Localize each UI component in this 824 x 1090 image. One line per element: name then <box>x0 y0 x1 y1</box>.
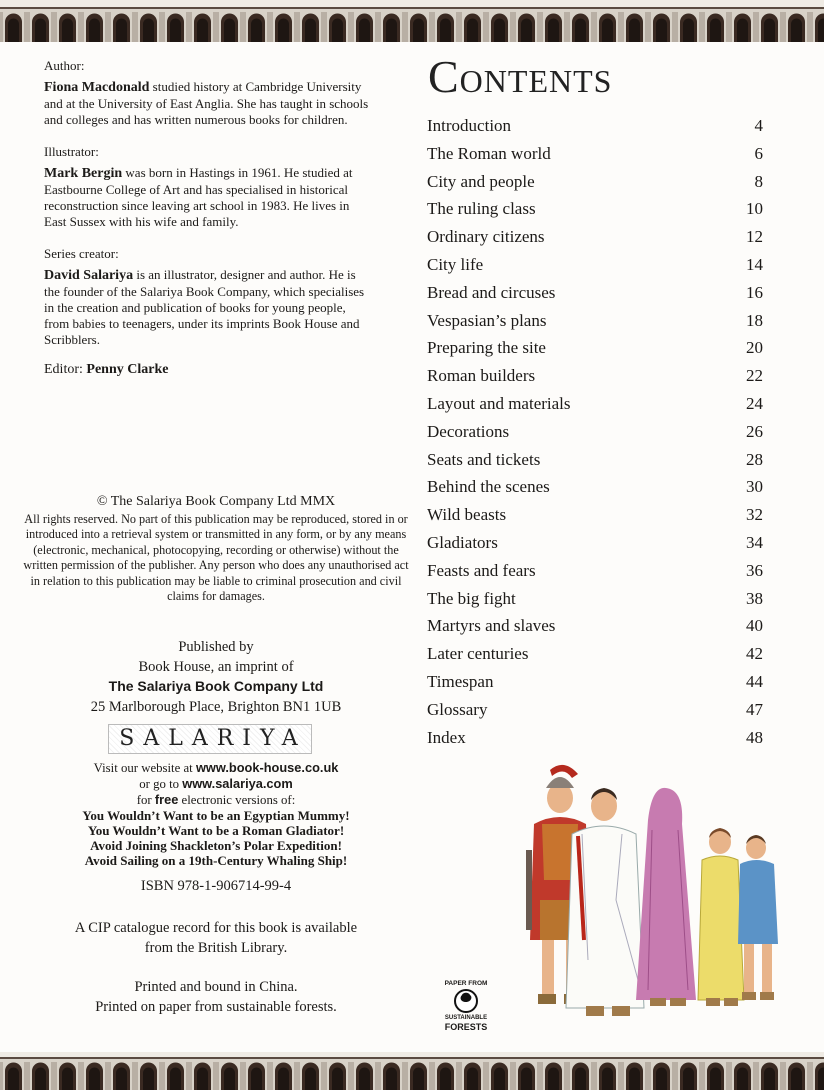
salariya-link[interactable]: www.salariya.com <box>182 776 293 791</box>
toc-entry-title: City life <box>427 254 484 274</box>
toc-entry[interactable] <box>427 557 763 585</box>
book-house-link[interactable]: www.book-house.co.uk <box>195 760 339 775</box>
toc-entry-title: Roman builders <box>427 366 536 386</box>
roman-figures-illustration <box>512 760 792 1032</box>
copyright-notice <box>20 494 412 605</box>
toc-entry[interactable] <box>427 307 763 335</box>
series-creator-bio-text: is an illustrator, designer and author. He is the founder of the Salariya Book Company, which specialises in the creation and publication of books for young people, from babies to teenagers, under its imprints Book House and Scribblers. <box>44 267 365 347</box>
toc-entry-title: Layout and materials <box>427 393 571 413</box>
toc-entry-title: Bread and circuses <box>427 282 556 302</box>
author-label: Author: <box>44 58 85 73</box>
publisher-address: 25 Marlborough Place, Brighton BN1 1UB <box>90 698 342 715</box>
toc-entry[interactable] <box>427 390 763 418</box>
publisher-company: The Salariya Book Company Ltd <box>108 678 324 694</box>
toc-entry-page: 24 <box>746 393 763 413</box>
toc-entry[interactable] <box>427 585 763 613</box>
toc-entry-title: City and people <box>427 171 535 191</box>
toc-entry[interactable] <box>427 195 763 223</box>
free-text: free <box>154 792 179 807</box>
bottom-arcade-border <box>0 1052 824 1090</box>
illustrator-label: Illustrator: <box>44 144 99 159</box>
toc-entry-page: 34 <box>746 532 763 552</box>
toc-entry-title: Gladiators <box>427 532 498 552</box>
toc-entry-page: 42 <box>746 644 763 664</box>
book-title-1: You Wouldn’t Want to be an Egyptian Mummy! <box>82 808 350 823</box>
toc-entry-title: Vespasian’s plans <box>427 310 547 330</box>
author-name: Fiona Macdonald <box>44 80 150 95</box>
toc-entry-title: Behind the scenes <box>427 477 550 497</box>
top-arcade-border <box>0 0 824 42</box>
toc-entry-page: 12 <box>746 227 763 247</box>
printed-line-1: Printed and bound in China. <box>134 979 298 995</box>
toc-entry-page: 18 <box>746 310 763 330</box>
toc-entry[interactable] <box>427 696 763 724</box>
toc-entry[interactable] <box>427 473 763 501</box>
website-line-3c: electronic versions of: <box>178 793 296 807</box>
toc-entry[interactable] <box>427 168 763 196</box>
toc-entry-title: Feasts and fears <box>427 560 536 580</box>
toc-entry-title: Seats and tickets <box>427 449 541 469</box>
series-creator-bio <box>44 267 374 348</box>
toc-entry-page: 20 <box>746 338 763 358</box>
isbn: ISBN 978-1-906714-99-4 <box>140 878 292 894</box>
toc-entry-page: 16 <box>746 282 763 302</box>
series-creator-label: Series creator: <box>44 246 119 261</box>
author-bio <box>44 79 374 128</box>
table-of-contents <box>427 112 763 751</box>
toc-entry-title: Introduction <box>427 116 512 135</box>
toc-entry-title: Index <box>427 727 466 747</box>
copyright-body: All rights reserved. No part of this publication may be reproduced, stored in or introduced into a retrieval system or transmitted in any form, or by any means (electronic, mechanical, photocopying, recording or otherwise) without the written permission of the publisher. Any person who does any unauthorised act in relation to this publication may be liable to criminal prosecution and civil claims for damages. <box>23 511 409 603</box>
illustrator-bio-text: was born in Hastings in 1961. He studied at Eastbourne College of Art and has specialised in historical reconstruction since leaving art school in 1983. He lives in East Sussex with his wife and family. <box>44 165 353 229</box>
toc-entry[interactable] <box>427 668 763 696</box>
toc-entry-page: 32 <box>746 505 763 525</box>
roman-woman-figure <box>636 788 696 1006</box>
publisher-block <box>20 638 412 717</box>
roman-girl-figure <box>698 828 744 1006</box>
book-title-4: Avoid Sailing on a 19th-Century Whaling Ship! <box>84 853 348 868</box>
toc-entry[interactable] <box>427 501 763 529</box>
toc-entry-title: Timespan <box>427 671 494 691</box>
website-line-2-text: or go to <box>139 777 183 791</box>
salariya-logo <box>100 724 320 754</box>
website-line-3a: for <box>136 793 155 807</box>
toc-entry-page: 38 <box>746 588 763 608</box>
badge-bottom-text: FORESTS <box>444 1022 488 1032</box>
toc-entry-page: 6 <box>754 143 763 163</box>
toc-entry-page: 44 <box>746 671 763 691</box>
toc-entry[interactable] <box>427 140 763 168</box>
cip-line-1: A CIP catalogue record for this book is available <box>74 920 358 936</box>
toc-entry-page: 28 <box>746 449 763 469</box>
toc-entry[interactable] <box>427 640 763 668</box>
book-title-2: You Wouldn’t Want to be a Roman Gladiator! <box>87 823 345 838</box>
contents-title: Contents <box>428 51 613 102</box>
toc-entry-page: 30 <box>746 477 763 497</box>
toc-entry-title: Ordinary citizens <box>427 227 545 247</box>
toc-entry-page: 36 <box>746 560 763 580</box>
badge-top-text: PAPER FROM <box>444 980 488 987</box>
toc-entry-page: 8 <box>754 171 763 191</box>
series-creator-name: David Salariya <box>44 268 134 283</box>
editor-name: Penny Clarke <box>86 362 169 377</box>
toc-entry-title: Preparing the site <box>427 338 546 358</box>
illustrator-bio <box>44 165 374 230</box>
toc-entry-page: 4 <box>754 116 763 135</box>
printed-notice <box>20 977 412 1017</box>
printed-line-2: Printed on paper from sustainable forests. <box>95 999 337 1015</box>
roman-boy-figure <box>738 835 778 1000</box>
book-title-3: Avoid Joining Shackleton’s Polar Expedition! <box>90 838 342 853</box>
toc-entry-title: The big fight <box>427 588 516 608</box>
credits-section <box>44 58 374 378</box>
tree-icon <box>451 989 481 1013</box>
toc-entry-title: Wild beasts <box>427 505 507 525</box>
toc-entry-title: Martyrs and slaves <box>427 616 556 636</box>
website-block <box>20 760 412 868</box>
toc-entry[interactable] <box>427 446 763 474</box>
toc-entry[interactable] <box>427 279 763 307</box>
toc-entry[interactable] <box>427 334 763 362</box>
toc-entry-title: The ruling class <box>427 199 536 219</box>
toc-entry-page: 48 <box>746 727 763 747</box>
toc-entry[interactable] <box>427 112 763 140</box>
toc-entry-title: Decorations <box>427 421 510 441</box>
editor-label: Editor: <box>44 362 87 377</box>
toc-entry-title: The Roman world <box>427 143 551 163</box>
toc-entry[interactable] <box>427 223 763 251</box>
toc-entry[interactable] <box>427 418 763 446</box>
editor-credit <box>44 362 374 378</box>
toc-entry[interactable] <box>427 724 763 752</box>
badge-mid-text: SUSTAINABLE <box>444 1015 488 1021</box>
salariya-logo-text: SALARIYA <box>108 724 311 754</box>
toc-entry-title: Glossary <box>427 699 488 719</box>
toc-entry-page: 10 <box>746 199 763 219</box>
sustainable-forests-badge <box>438 980 494 1036</box>
toc-entry[interactable] <box>427 362 763 390</box>
toc-entry-page: 40 <box>746 616 763 636</box>
website-line-1-text: Visit our website at <box>93 761 196 775</box>
author-bio-text: studied history at Cambridge University and at the University of East Anglia. She has taught in schools and colleges and has written numerous books for children. <box>44 79 369 127</box>
copyright-title: © The Salariya Book Company Ltd MMX <box>96 494 336 509</box>
toc-entry-page: 22 <box>746 366 763 386</box>
illustrator-name: Mark Bergin <box>44 166 123 181</box>
publisher-line-1: Published by <box>178 639 254 655</box>
publisher-line-2: Book House, an imprint of <box>138 658 294 675</box>
toc-entry[interactable] <box>427 529 763 557</box>
cip-notice <box>20 918 412 958</box>
toc-entry[interactable] <box>427 612 763 640</box>
cip-line-2: from the British Library. <box>144 940 288 956</box>
toc-entry[interactable] <box>427 251 763 279</box>
toc-entry-page: 26 <box>746 421 763 441</box>
toc-entry-title: Later centuries <box>427 644 529 664</box>
toc-entry-page: 47 <box>746 699 763 719</box>
toc-entry-page: 14 <box>746 254 763 274</box>
